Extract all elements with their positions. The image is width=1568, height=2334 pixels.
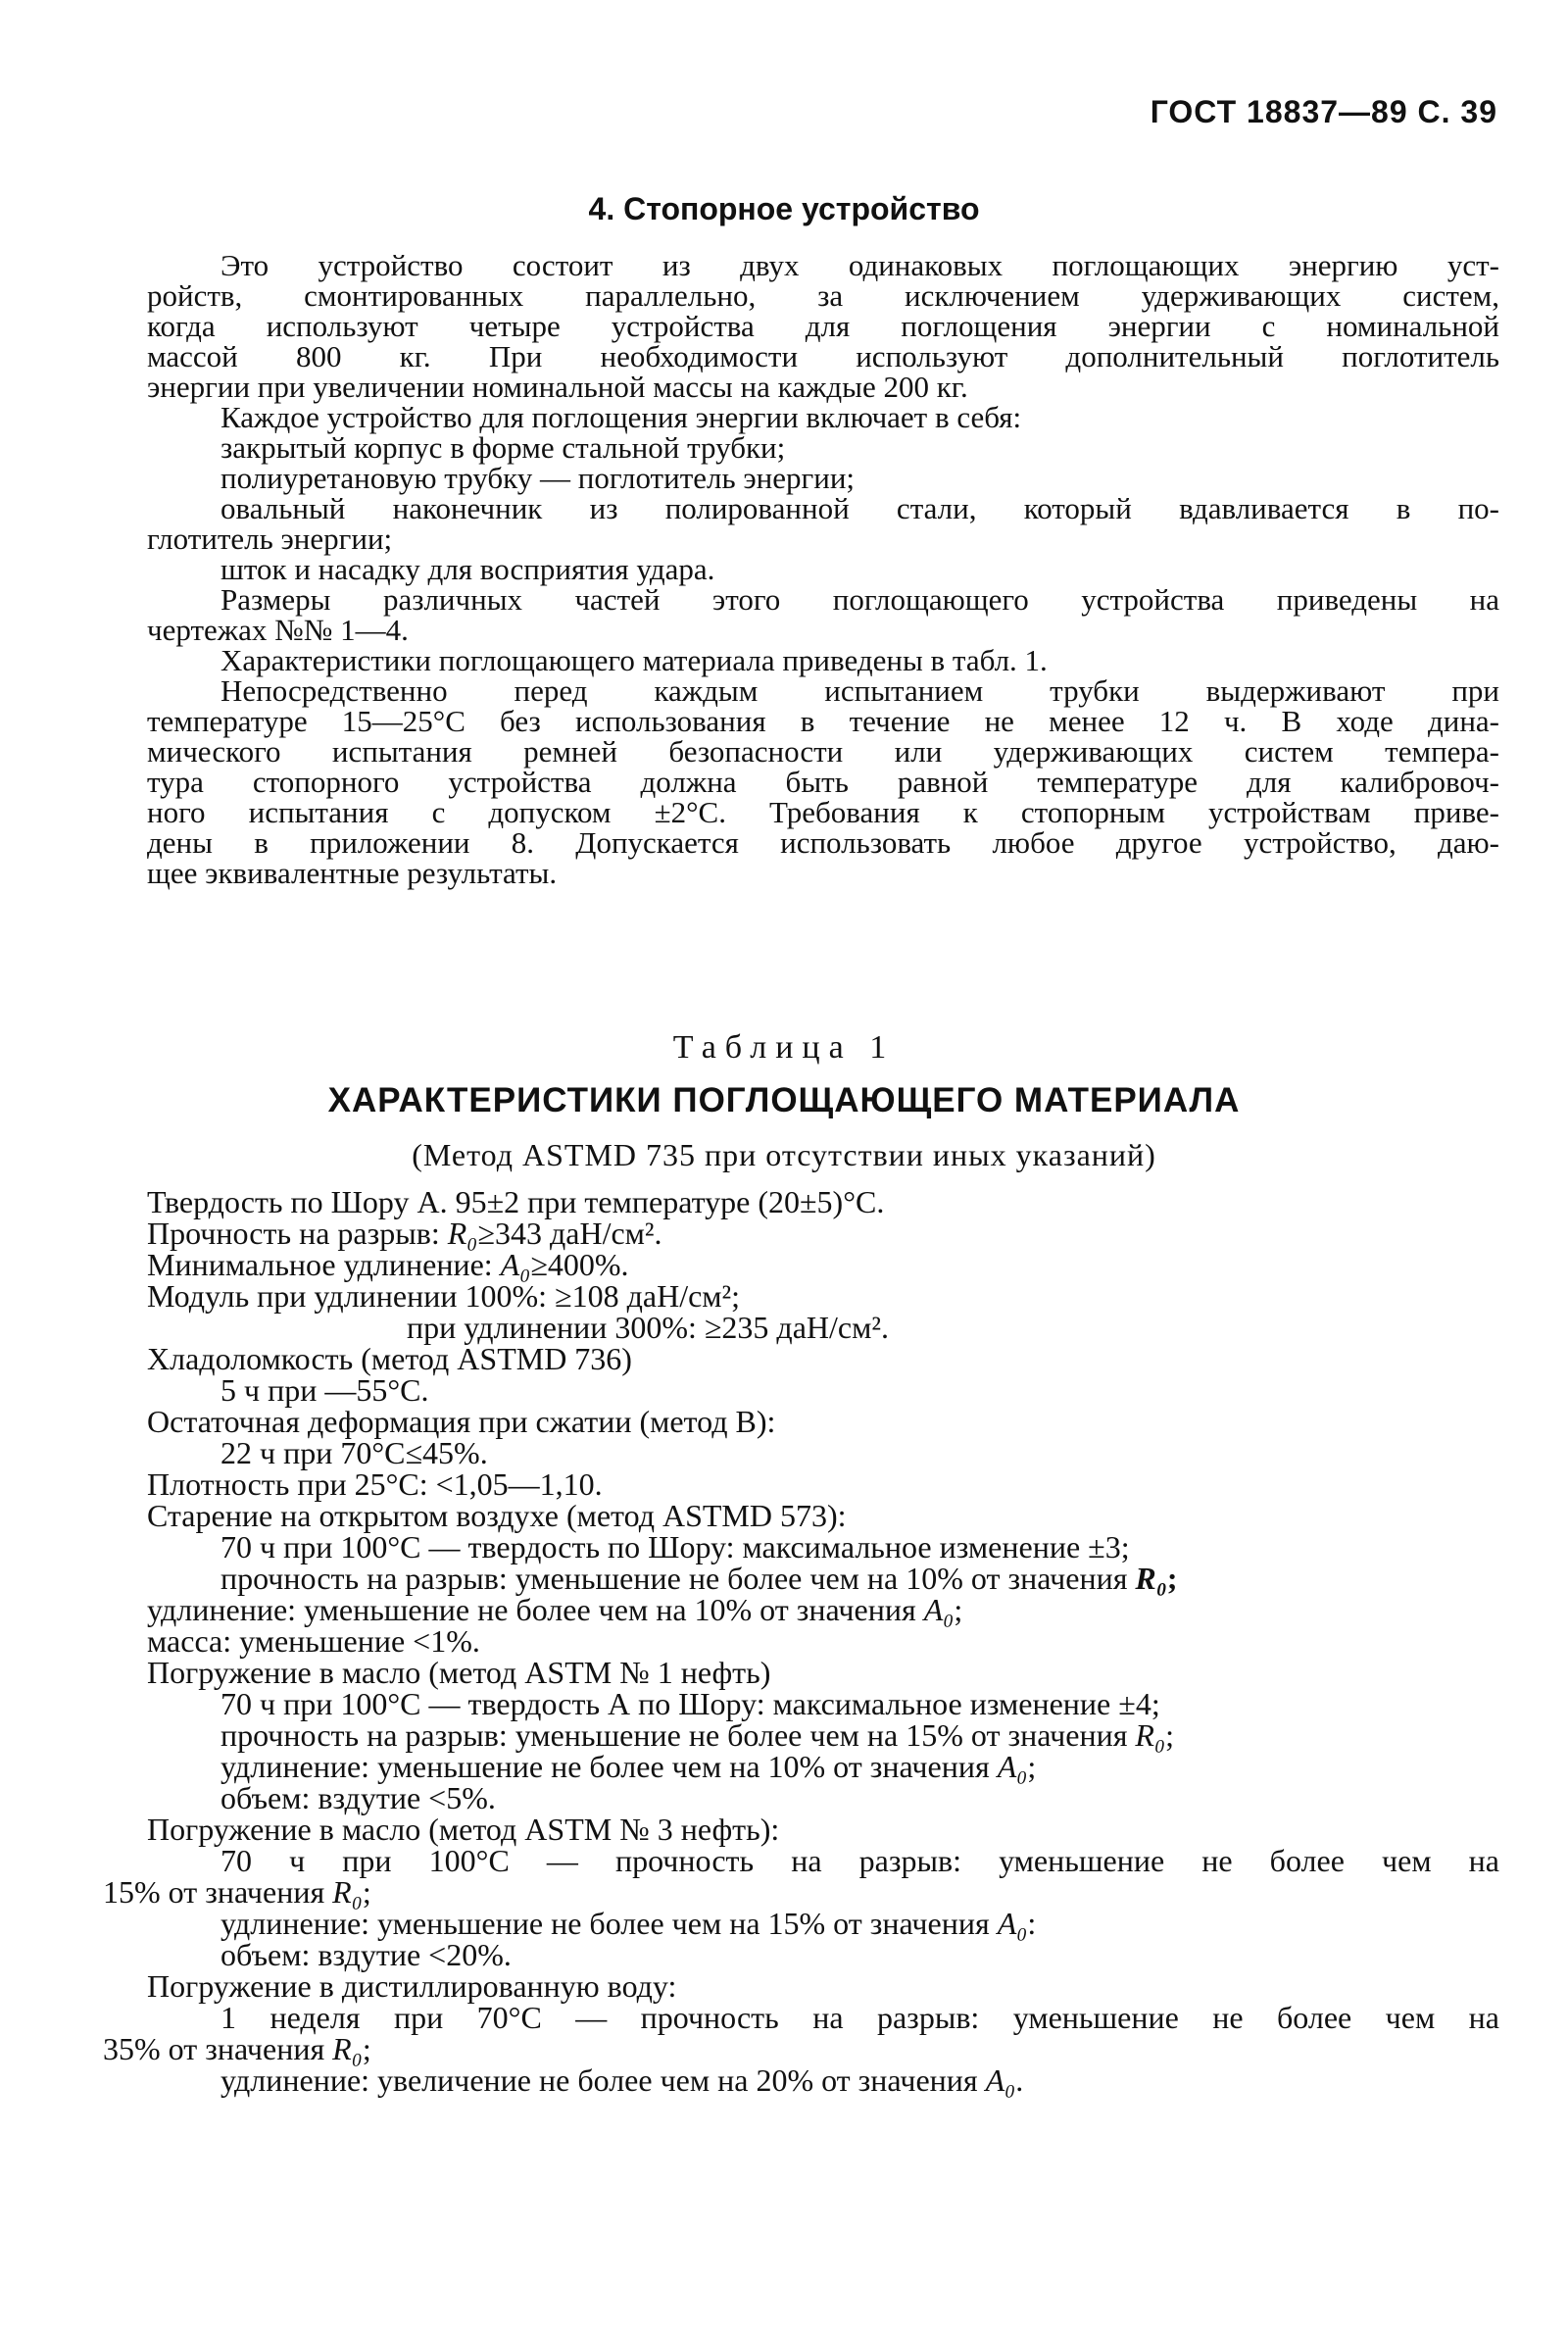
prop-oil1-line: 70 ч при 100°С — твердость А по Шору: максимальное изменение ±4; bbox=[220, 1686, 1160, 1721]
prop-compression-detail: 22 ч при 70°С≤45%. bbox=[220, 1435, 488, 1470]
text-line: Это устройство состоит из двух одинаковых поглощающих энергию уст- bbox=[220, 248, 1499, 282]
text-line: температуре 15—25°С без использования в течение не менее 12 ч. В ходе дина- bbox=[147, 704, 1499, 738]
prop-aging-line: прочность на разрыв: уменьшение не более чем на 10% от значения R₀; bbox=[220, 1561, 1178, 1596]
text-line: ройств, смонтированных параллельно, за исключением удерживающих систем, bbox=[147, 278, 1499, 313]
prop-oil1-line: прочность на разрыв: уменьшение не более чем на 15% от значения R₀; bbox=[220, 1717, 1174, 1753]
prop-water-line: 1 неделя при 70°С — прочность на разрыв: уменьшение не более чем на bbox=[220, 2000, 1499, 2035]
prop-tensile: Прочность на разрыв: R₀≥343 даН/см². bbox=[147, 1216, 662, 1251]
prop-water-line: 35% от значения R₀; bbox=[103, 2031, 371, 2066]
prop-cold-detail: 5 ч при —55°С. bbox=[220, 1372, 429, 1408]
list-item: полиуретановую трубку — поглотитель энергии; bbox=[220, 461, 856, 495]
prop-aging-line: 70 ч при 100°С — твердость по Шору: максимальное изменение ±3; bbox=[220, 1529, 1130, 1564]
prop-oil3-line: 15% от значения R₀; bbox=[103, 1874, 371, 1910]
text-line: ного испытания с допуском ±2°С. Требования к стопорным устройствам приве- bbox=[147, 795, 1499, 829]
prop-oil1-line: объем: вздутие <5%. bbox=[220, 1780, 496, 1815]
prop-water: Погружение в дистиллированную воду: bbox=[147, 1968, 677, 2004]
page-header: ГОСТ 18837—89 С. 39 bbox=[1150, 94, 1497, 129]
text-line: щее эквивалентные результаты. bbox=[147, 856, 558, 890]
list-item: овальный наконечник из полированной стали, который вдавливается в по- bbox=[220, 491, 1499, 525]
table-number: Таблица 1 bbox=[672, 1029, 896, 1066]
prop-compression: Остаточная деформация при сжатии (метод В): bbox=[147, 1404, 776, 1439]
prop-oil3-line: удлинение: уменьшение не более чем на 15% от значения A₀: bbox=[220, 1906, 1037, 1941]
prop-hardness: Твердость по Шору А. 95±2 при температуре (20±5)°С. bbox=[147, 1184, 885, 1219]
text-line: чертежах №№ 1—4. bbox=[147, 613, 409, 647]
prop-water-line: удлинение: увеличение не более чем на 20% от значения A₀. bbox=[220, 2062, 1024, 2098]
text-line: когда используют четыре устройства для поглощения энергии с номинальной bbox=[147, 309, 1499, 343]
prop-density: Плотность при 25°С: <1,05—1,10. bbox=[147, 1466, 603, 1502]
prop-aging-line: масса: уменьшение <1%. bbox=[147, 1623, 480, 1659]
text-line: тура стопорного устройства должна быть равной температуре для калибровоч- bbox=[147, 765, 1499, 799]
text-line: Непосредственно перед каждым испытанием трубки выдерживают при bbox=[220, 673, 1499, 708]
list-item: закрытый корпус в форме стальной трубки; bbox=[220, 430, 786, 465]
prop-cold: Хладоломкость (метод ASTMD 736) bbox=[147, 1341, 632, 1376]
text-line: Характеристики поглощающего материала приведены в табл. 1. bbox=[220, 643, 1048, 677]
prop-elongation: Минимальное удлинение: A₀≥400%. bbox=[147, 1247, 629, 1282]
text-line: глотитель энергии; bbox=[147, 521, 393, 556]
table-subtitle: (Метод ASTMD 735 при отсутствии иных указаний) bbox=[412, 1137, 1156, 1172]
text-line: мического испытания ремней безопасности или удерживающих систем темпера- bbox=[147, 734, 1499, 769]
prop-oil3-line: объем: вздутие <20%. bbox=[220, 1937, 512, 1972]
list-item: шток и насадку для восприятия удара. bbox=[220, 552, 715, 586]
prop-oil1-line: удлинение: уменьшение не более чем на 10% от значения A₀; bbox=[220, 1749, 1037, 1784]
prop-modulus-300: при удлинении 300%: ≥235 даН/см². bbox=[407, 1310, 889, 1345]
text-line: массой 800 кг. При необходимости используют дополнительный поглотитель bbox=[147, 339, 1499, 373]
prop-oil1: Погружение в масло (метод ASTM № 1 нефть) bbox=[147, 1655, 771, 1690]
section-title: 4. Стопорное устройство bbox=[588, 191, 980, 226]
prop-oil3-line: 70 ч при 100°С — прочность на разрыв: уменьшение не более чем на bbox=[220, 1843, 1499, 1878]
text-line: Каждое устройство для поглощения энергии включает в себя: bbox=[220, 400, 1022, 434]
prop-modulus: Модуль при удлинении 100%: ≥108 даН/см²; bbox=[147, 1278, 741, 1314]
text-line: энергии при увеличении номинальной массы на каждые 200 кг. bbox=[147, 370, 968, 404]
text-line: Размеры различных частей этого поглощающего устройства приведены на bbox=[220, 582, 1499, 617]
text-line: дены в приложении 8. Допускается использовать любое другое устройство, даю- bbox=[147, 825, 1499, 860]
prop-oil3: Погружение в масло (метод ASTM № 3 нефть): bbox=[147, 1812, 780, 1847]
prop-aging-line: удлинение: уменьшение не более чем на 10% от значения A₀; bbox=[147, 1592, 963, 1627]
table-title: ХАРАКТЕРИСТИКИ ПОГЛОЩАЮЩЕГО МАТЕРИАЛА bbox=[327, 1081, 1241, 1119]
prop-aging: Старение на открытом воздухе (метод ASTMD 573): bbox=[147, 1498, 847, 1533]
material-properties bbox=[103, 1184, 1499, 2098]
section-body bbox=[147, 250, 1499, 888]
